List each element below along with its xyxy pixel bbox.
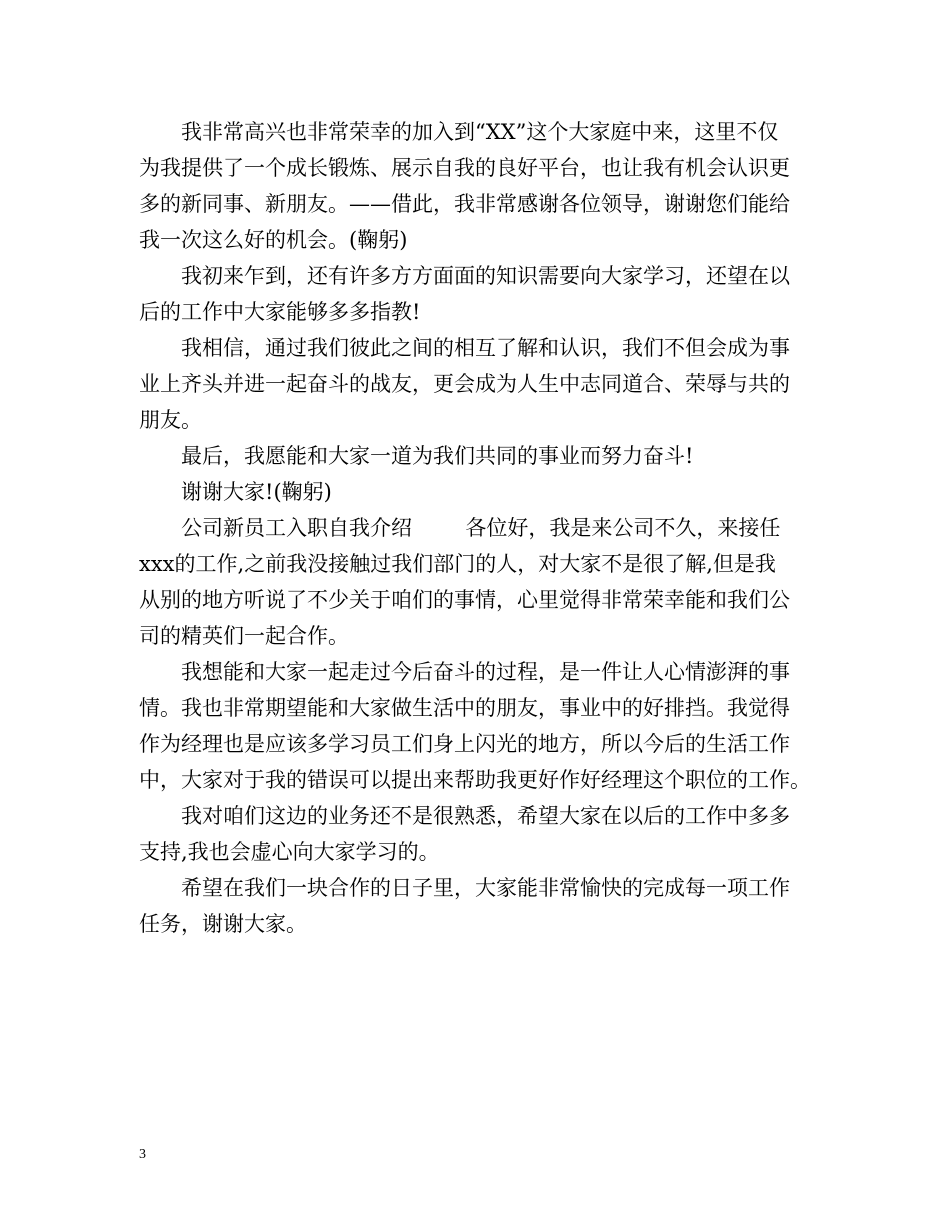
paragraph-6 [139,510,819,654]
paragraph-5 [139,474,819,510]
text-line: 任务，谢谢大家。 [139,912,307,936]
text-line: xxx的工作,之前我没接触过我们部门的人，对大家不是很了解,但是我 [139,552,776,576]
text-line: 我初来乍到，还有许多方方面面的知识需要向大家学习，还望在以 [181,264,790,288]
text-line: 我对咱们这边的业务还不是很熟悉，希望大家在以后的工作中多多 [181,804,790,828]
text-line: 多的新同事、新朋友。——借此，我非常感谢各位领导，谢谢您们能给 [139,192,790,216]
text-line: 谢谢大家!(鞠躬) [181,480,332,504]
text-line: 为我提供了一个成长锻炼、展示自我的良好平台，也让我有机会认识更 [139,156,790,180]
text-line: 我想能和大家一起走过今后奋斗的过程，是一件让人心情澎湃的事 [181,660,790,684]
text-line: 我相信，通过我们彼此之间的相互了解和认识，我们不但会成为事 [181,336,790,360]
text-line: 司的精英们一起合作。 [139,624,349,648]
text-line: 后的工作中大家能够多多指教! [139,300,421,324]
text-line: 我一次这么好的机会。(鞠躬) [139,228,408,252]
text-line: 从别的地方听说了不少关于咱们的事情，心里觉得非常荣幸能和我们公 [139,588,790,612]
paragraph-8 [139,798,819,870]
text-line: 中，大家对于我的错误可以提出来帮助我更好作好经理这个职位的工作。 [139,768,811,792]
text-line: 情。我也非常期望能和大家做生活中的朋友，事业中的好排挡。我觉得 [139,696,790,720]
paragraph-9 [139,870,819,942]
text-line: 公司新员工入职自我介绍 各位好，我是来公司不久，来接任 [181,516,781,540]
text-line: 我非常高兴也非常荣幸的加入到“XX”这个大家庭中来，这里不仅 [181,120,779,144]
paragraph-3 [139,330,819,438]
text-line: 作为经理也是应该多学习员工们身上闪光的地方，所以今后的生活工作 [139,732,790,756]
text-line: 最后，我愿能和大家一道为我们共同的事业而努力奋斗! [181,444,694,468]
text-line: 希望在我们一块合作的日子里，大家能非常愉快的完成每一项工作 [181,876,790,900]
paragraph-7 [139,654,819,798]
text-line: 业上齐头并进一起奋斗的战友，更会成为人生中志同道合、荣辱与共的 [139,372,790,396]
text-line: 朋友。 [139,408,202,432]
paragraph-4 [139,438,819,474]
text-line: 支持,我也会虚心向大家学习的。 [139,840,440,864]
paragraph-2 [139,258,819,330]
paragraph-1 [139,114,819,258]
document-body [139,114,819,942]
page-number: 3 [139,1147,146,1162]
